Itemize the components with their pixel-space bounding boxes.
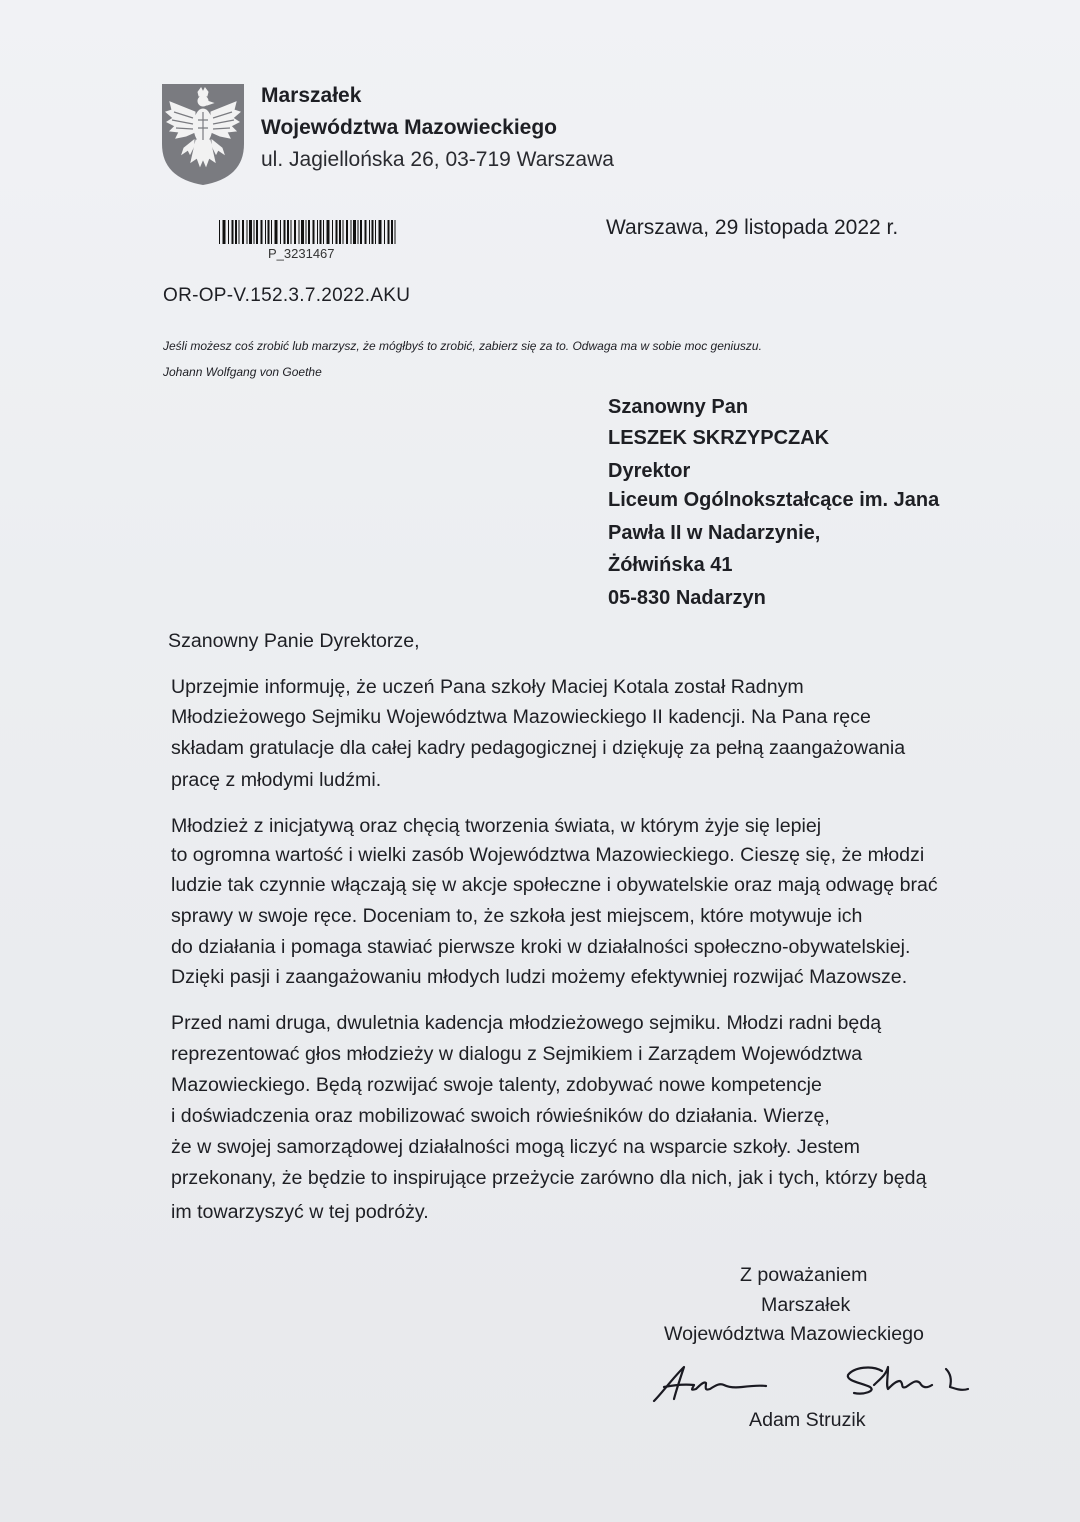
body-line: im towarzyszyć w tej podróży. xyxy=(171,1201,429,1223)
barcode-bar xyxy=(265,220,266,244)
barcode-bar xyxy=(271,220,272,244)
barcode-bar xyxy=(219,220,220,244)
barcode-bar xyxy=(351,220,352,244)
barcode-bar xyxy=(299,220,300,244)
recipient-line: Żółwińska 41 xyxy=(608,554,733,576)
barcode-bar xyxy=(339,220,341,244)
barcode-bar xyxy=(287,220,289,244)
recipient-line: Liceum Ogólnokształcące im. Jana xyxy=(608,489,940,511)
barcode-bar xyxy=(268,220,270,244)
body-line: to ogromna wartość i wielki zasób Województwa Mazowieckiego. Cieszę się, że młodzi xyxy=(171,844,925,866)
barcode-bar xyxy=(360,220,362,244)
barcode-bar xyxy=(256,220,258,244)
body-line: Młodzież z inicjatywą oraz chęcią tworzenia świata, w którym żyje się lepiej xyxy=(171,815,822,837)
barcode-bar xyxy=(384,220,385,244)
barcode-bar xyxy=(247,220,248,244)
barcode-bar xyxy=(372,220,374,244)
barcode-bar xyxy=(275,220,278,244)
closing-organization: Województwa Mazowieckiego xyxy=(664,1323,924,1345)
barcode-bar xyxy=(353,220,356,244)
body-line: składam gratulacje dla całej kadry pedagogicznej i dziękuję za pełną zaangażowania xyxy=(171,737,906,759)
barcode-bar xyxy=(239,220,240,244)
closing-title: Marszałek xyxy=(761,1294,851,1316)
recipient-line: Szanowny Pan xyxy=(608,396,749,418)
barcode-bar xyxy=(395,220,396,244)
body-line: Przed nami druga, dwuletnia kadencja młodzieżowego sejmiku. Młodzi radni będą xyxy=(171,1012,882,1034)
barcode-bar xyxy=(323,220,324,244)
recipient-line: 05-830 Nadarzyn xyxy=(608,587,766,609)
salutation: Szanowny Panie Dyrektorze, xyxy=(168,630,420,652)
barcode-bar xyxy=(379,220,382,244)
barcode-bar xyxy=(313,220,315,244)
barcode-bar xyxy=(291,220,292,244)
body-line: do działania i pomaga stawiać pierwsze kroki w działalności społeczno-obywatelskiej. xyxy=(171,936,911,958)
barcode-bar xyxy=(317,220,318,244)
barcode-bar xyxy=(332,220,333,244)
reference-number: OR-OP-V.152.3.7.2022.AKU xyxy=(163,285,411,306)
barcode-bar xyxy=(235,220,237,244)
handwritten-signature xyxy=(650,1355,970,1410)
body-line: Młodzieżowego Sejmiku Województwa Mazowieckiego II kadencji. Na Pana ręce xyxy=(171,706,871,728)
barcode-bar xyxy=(365,220,367,244)
recipient-name: LESZEK SKRZYPCZAK xyxy=(608,427,830,449)
body-line: reprezentować głos młodzieży w dialogu z Sejmikiem i Zarządem Województwa xyxy=(171,1043,863,1065)
barcode-bar xyxy=(369,220,370,244)
barcode-bar xyxy=(388,220,390,244)
barcode-bar xyxy=(343,220,344,244)
coat-of-arms-eagle-icon xyxy=(160,82,246,186)
body-line: pracę z młodymi ludźmi. xyxy=(171,769,382,791)
sender-organization: Województwa Mazowieckiego xyxy=(261,116,557,139)
body-line: że w swojej samorządowej działalności mogą liczyć na wsparcie szkoły. Jestem xyxy=(171,1136,860,1158)
body-line: sprawy w swoje ręce. Doceniam to, że szkoła jest miejscem, które motywuje ich xyxy=(171,905,863,927)
closing-greeting: Z poważaniem xyxy=(740,1264,868,1286)
barcode-bar xyxy=(261,220,263,244)
barcode-bar xyxy=(284,220,286,244)
quote-text: Jeśli możesz coś zrobić lub marzysz, że mógłbyś to zrobić, zabierz się za to. Odwaga ma w sobie moc geniuszu. xyxy=(163,339,762,353)
barcode-bar xyxy=(320,220,322,244)
barcode-bar xyxy=(228,220,229,244)
barcode-bar xyxy=(336,220,338,244)
barcode-bar xyxy=(391,220,393,244)
barcode-bar xyxy=(358,220,359,244)
barcode-bar xyxy=(306,220,307,244)
barcode-bar xyxy=(242,220,244,244)
barcode-bar xyxy=(375,220,376,244)
signatory-name: Adam Struzik xyxy=(749,1409,866,1431)
recipient-line: Pawła II w Nadarzynie, xyxy=(608,522,821,544)
sender-title: Marszałek xyxy=(261,84,362,107)
sender-address: ul. Jagiellońska 26, 03-719 Warszawa xyxy=(261,148,614,171)
recipient-line: Dyrektor xyxy=(608,460,691,482)
barcode-bar xyxy=(308,220,310,244)
barcode-bar xyxy=(346,220,348,244)
barcode-bar xyxy=(254,220,255,244)
barcode xyxy=(219,220,399,244)
letter-date: Warszawa, 29 listopada 2022 r. xyxy=(606,216,899,239)
barcode-bar xyxy=(280,220,281,244)
barcode-bar xyxy=(232,220,234,244)
barcode-bar xyxy=(327,220,330,244)
body-line: Dzięki pasji i zaangażowaniu młodych ludzi możemy efektywniej rozwijać Mazowsze. xyxy=(171,966,908,988)
body-line: ludzie tak czynnie włączają się w akcje społeczne i obywatelskie oraz mają odwagę brać xyxy=(171,874,938,896)
body-line: przekonany, że będzie to inspirujące przeżycie zarówno dla nich, jak i tych, którzy będą xyxy=(171,1167,927,1189)
barcode-bar xyxy=(294,220,296,244)
barcode-bar xyxy=(301,220,304,244)
barcode-bar xyxy=(249,220,252,244)
quote-author: Johann Wolfgang von Goethe xyxy=(163,365,322,379)
body-line: i doświadczenia oraz mobilizować swoich rówieśników do działania. Wierzę, xyxy=(171,1105,830,1127)
body-line: Uprzejmie informuję, że uczeń Pana szkoły Maciej Kotala został Radnym xyxy=(171,676,804,698)
body-line: Mazowieckiego. Będą rozwijać swoje talenty, zdobywać nowe kompetencje xyxy=(171,1074,822,1096)
barcode-number: P_3231467 xyxy=(268,246,335,261)
barcode-bar xyxy=(223,220,226,244)
